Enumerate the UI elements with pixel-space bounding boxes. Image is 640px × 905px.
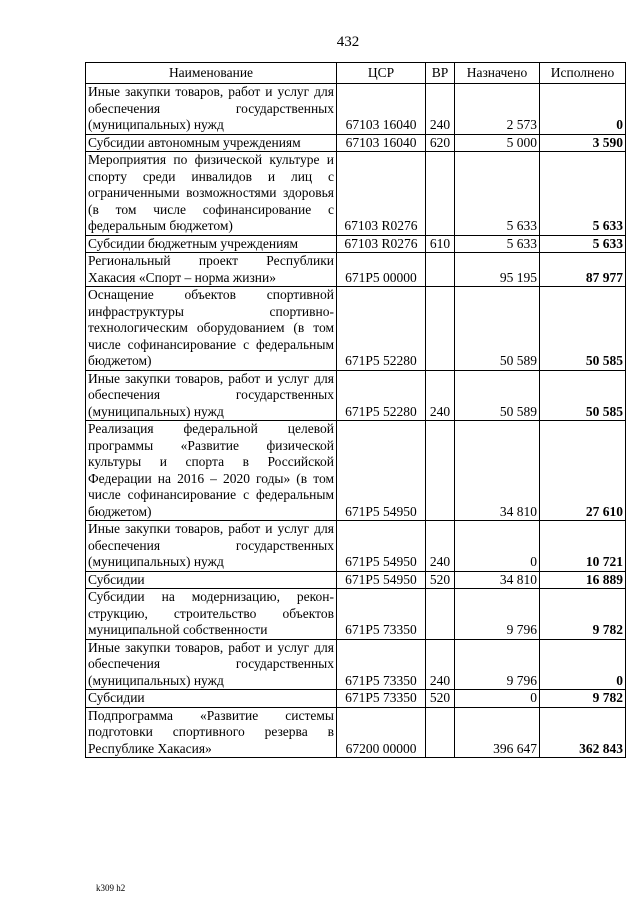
row-name: Субсидии автономным учреждениям <box>86 134 337 152</box>
header-executed: Исполнено <box>540 63 626 84</box>
row-executed: 87 977 <box>540 253 626 287</box>
row-assigned: 2 573 <box>455 84 540 135</box>
header-csr: ЦСР <box>337 63 426 84</box>
table-row <box>86 589 626 640</box>
table-header-row <box>86 63 626 84</box>
row-csr: 67103 16040 <box>337 84 426 135</box>
row-vr <box>426 707 455 758</box>
header-name: Наименование <box>86 63 337 84</box>
row-name: Субсидии бюджетным учреждениям <box>86 235 337 253</box>
row-vr: 610 <box>426 235 455 253</box>
table-row <box>86 287 626 371</box>
row-vr: 240 <box>426 639 455 690</box>
row-assigned: 5 000 <box>455 134 540 152</box>
row-assigned: 50 589 <box>455 370 540 421</box>
row-vr <box>426 287 455 371</box>
table-row <box>86 370 626 421</box>
row-vr: 620 <box>426 134 455 152</box>
budget-table <box>85 62 626 758</box>
row-name: Оснащение объектов спортивной инфраструктуры спортивно-технологическим оборудованием (в том числе софинансирование с федеральным бюджетом) <box>86 287 337 371</box>
row-executed: 0 <box>540 84 626 135</box>
table-row <box>86 84 626 135</box>
row-vr: 240 <box>426 521 455 572</box>
table-row <box>86 571 626 589</box>
row-executed: 0 <box>540 639 626 690</box>
row-name: Иные закупки товаров, работ и услуг для обеспечения государственных (муниципальных) нужд <box>86 370 337 421</box>
row-name: Мероприятия по физической культуре и спорту среди инвалидов и лиц с ограниченными возможностями здоровья (в том числе софинансирование с федеральным бюджетом) <box>86 152 337 236</box>
row-assigned: 9 796 <box>455 639 540 690</box>
row-csr: 671P5 54950 <box>337 421 426 521</box>
row-executed: 362 843 <box>540 707 626 758</box>
row-assigned: 34 810 <box>455 571 540 589</box>
row-name: Иные закупки товаров, работ и услуг для обеспечения государственных (муниципальных) нужд <box>86 84 337 135</box>
row-csr: 671P5 73350 <box>337 639 426 690</box>
table-row <box>86 707 626 758</box>
table-row <box>86 690 626 708</box>
row-csr: 671P5 54950 <box>337 521 426 572</box>
row-executed: 9 782 <box>540 690 626 708</box>
row-csr: 67103 R0276 <box>337 152 426 236</box>
row-executed: 5 633 <box>540 235 626 253</box>
row-assigned: 5 633 <box>455 152 540 236</box>
row-vr <box>426 152 455 236</box>
row-name: Субсидии <box>86 690 337 708</box>
row-csr: 671P5 73350 <box>337 690 426 708</box>
row-assigned: 9 796 <box>455 589 540 640</box>
row-vr <box>426 253 455 287</box>
row-executed: 9 782 <box>540 589 626 640</box>
row-csr: 67103 R0276 <box>337 235 426 253</box>
row-assigned: 34 810 <box>455 421 540 521</box>
row-vr: 520 <box>426 571 455 589</box>
row-executed: 50 585 <box>540 287 626 371</box>
row-vr <box>426 589 455 640</box>
header-assigned: Назначено <box>455 63 540 84</box>
row-csr: 671P5 52280 <box>337 287 426 371</box>
row-vr <box>426 421 455 521</box>
row-name: Иные закупки товаров, работ и услуг для обеспечения государственных (муниципальных) нужд <box>86 639 337 690</box>
row-assigned: 5 633 <box>455 235 540 253</box>
row-name: Субсидии <box>86 571 337 589</box>
row-csr: 67200 00000 <box>337 707 426 758</box>
row-assigned: 396 647 <box>455 707 540 758</box>
row-executed: 5 633 <box>540 152 626 236</box>
table-row <box>86 421 626 521</box>
header-vr: ВР <box>426 63 455 84</box>
row-csr: 67103 16040 <box>337 134 426 152</box>
row-name: Региональный проект Республики Хакасия «Спорт – норма жизни» <box>86 253 337 287</box>
row-csr: 671P5 00000 <box>337 253 426 287</box>
row-name: Субсидии на модернизацию, реконструкцию, строительство объектов муниципальной собственности <box>86 589 337 640</box>
table-row <box>86 134 626 152</box>
footer-code: k309 h2 <box>96 883 126 893</box>
row-name: Подпрограмма «Развитие системы подготовки спортивного резерва в Республике Хакасия» <box>86 707 337 758</box>
table-row <box>86 639 626 690</box>
table-row <box>86 521 626 572</box>
row-vr: 240 <box>426 370 455 421</box>
row-assigned: 0 <box>455 521 540 572</box>
row-assigned: 95 195 <box>455 253 540 287</box>
row-csr: 671P5 52280 <box>337 370 426 421</box>
table-row <box>86 152 626 236</box>
row-executed: 3 590 <box>540 134 626 152</box>
row-executed: 16 889 <box>540 571 626 589</box>
table-row <box>86 253 626 287</box>
row-assigned: 0 <box>455 690 540 708</box>
row-vr: 520 <box>426 690 455 708</box>
row-vr: 240 <box>426 84 455 135</box>
row-executed: 10 721 <box>540 521 626 572</box>
table-row <box>86 235 626 253</box>
row-assigned: 50 589 <box>455 287 540 371</box>
row-name: Реализация федеральной целевой программы «Развитие физической культуры и спорта в Российской Федерации на 2016 – 2020 годы» (в том числе софинансирование с федеральным бюджетом) <box>86 421 337 521</box>
row-name: Иные закупки товаров, работ и услуг для обеспечения государственных (муниципальных) нужд <box>86 521 337 572</box>
row-executed: 27 610 <box>540 421 626 521</box>
row-executed: 50 585 <box>540 370 626 421</box>
row-csr: 671P5 54950 <box>337 571 426 589</box>
page-number: 432 <box>336 34 360 50</box>
row-csr: 671P5 73350 <box>337 589 426 640</box>
